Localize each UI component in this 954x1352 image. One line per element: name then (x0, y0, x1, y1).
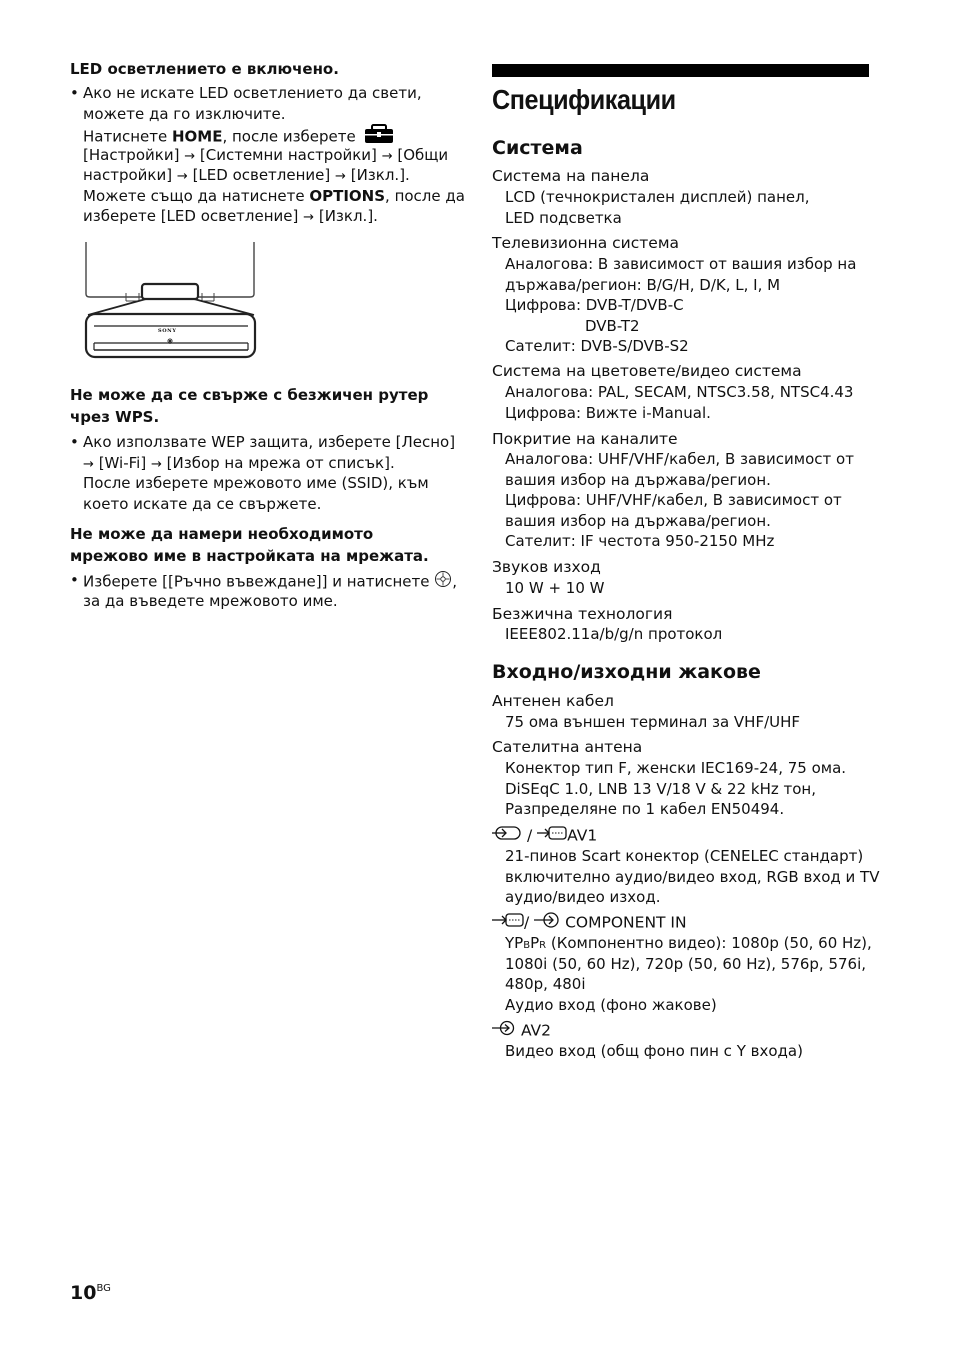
component-text: COMPONENT IN (565, 913, 687, 932)
led-line-2: можете да го изключите. (83, 104, 286, 123)
tv-system-value-1: Аналогова: В зависимост от вашия избор на (505, 255, 857, 273)
antenna-label: Антенен кабел (492, 692, 614, 710)
menu-off: [Изкл.]. (350, 166, 410, 184)
coverage-value-5: Сателит: IF честота 950-2150 MHz (505, 532, 775, 550)
panel-value-1: LCD (течнокристален дисплей) панел, (505, 188, 810, 206)
led-line-6-post: , после да (385, 186, 465, 205)
tv-system-value (505, 254, 856, 357)
av2-value (505, 1041, 803, 1062)
pr-signal-sub: R (539, 940, 547, 951)
av1-value-3: аудио/видео изход. (505, 888, 661, 906)
led-line-6 (83, 186, 465, 207)
page-number (70, 1282, 111, 1304)
av2-value-1: Видео вход (общ фоно пин с Y входа) (505, 1042, 803, 1060)
wps-heading (70, 385, 450, 428)
led-line-6-pre: Можете също да натиснете (83, 186, 310, 205)
menu-general: [Общи (397, 145, 449, 164)
netname-heading (70, 524, 450, 567)
arrow-icon: → (381, 148, 393, 164)
menu-system-settings: [Системни настройки] (199, 145, 377, 164)
led-line-7 (83, 206, 455, 227)
color-system-value (505, 382, 853, 423)
bullet-dot: • (70, 84, 79, 102)
menu-led: [LED осветление] (192, 166, 331, 184)
scart-output-icon (537, 825, 567, 847)
menu-settings: [Настройки] (83, 145, 180, 164)
bullet-dot: • (70, 571, 79, 589)
antenna-value (505, 712, 800, 733)
arrow-icon: → (176, 169, 188, 184)
coverage-value-3: Цифрова: UHF/VHF/кабел, В зависимост от (505, 491, 842, 509)
panel-label: Система на панела (492, 167, 650, 185)
tv-system-value-5: Сателит: DVB-S/DVB-S2 (505, 337, 689, 355)
component-label (492, 912, 687, 934)
home-key: HOME (171, 127, 223, 146)
color-system-value-2: Цифрова: Вижте i-Manual. (505, 403, 711, 422)
led-line-3-pre: Натиснете (83, 127, 172, 146)
led-line-5 (83, 165, 455, 186)
tv-system-value-3: Цифрова: DVB-T/DVB-C (505, 296, 684, 314)
arrow-icon: → (83, 456, 94, 472)
system-heading: Система (492, 137, 583, 159)
page-number-value: 10 (70, 1282, 97, 1304)
netname-line-1-text: Изберете [[Ръчно въвеждане]] и натиснете (83, 572, 430, 591)
component-value-2: 1080i (50, 60 Hz), 720p (50, 60 Hz), 576p, 576i, (505, 954, 867, 973)
netname-line-1 (83, 570, 458, 591)
component-value (505, 933, 872, 1015)
page-language: BG (96, 1283, 111, 1294)
enter-button-icon (434, 570, 452, 594)
wireless-value-1: IEEE802.11a/b/g/n протокол (505, 625, 723, 643)
satellite-value-2: DiSEqC 1.0, LNB 13 V/18 V & 22 kHz тон, (505, 779, 816, 798)
bullet-dot: • (70, 433, 79, 451)
led-line-4 (83, 145, 455, 166)
wps-line-2 (83, 453, 455, 474)
coverage-value-2: вашия избор на държава/регион. (505, 470, 771, 489)
led-heading: LED осветлението е включено. (70, 60, 339, 78)
av1-value (505, 846, 879, 908)
component-separator: / (524, 913, 530, 932)
coverage-value-1: Аналогова: UHF/VHF/кабел, В зависимост от (505, 450, 854, 468)
arrow-icon: → (184, 148, 196, 164)
av2-label (492, 1020, 551, 1042)
av1-value-2: включително аудио/видео вход, RGB вход и TV (505, 867, 880, 886)
options-key: OPTIONS (309, 186, 386, 205)
coverage-label: Покритие на каналите (492, 430, 678, 448)
led-line-3-post: , после изберете (222, 127, 356, 146)
component-value-4: Аудио вход (фоно жакове) (505, 995, 717, 1014)
satellite-value-3: Разпределяне по 1 кабел EN50494. (505, 800, 785, 818)
y-signal: Y (505, 934, 515, 952)
led-line-1: Ако не искате LED осветлението да свети, (83, 84, 422, 102)
coverage-value-4: вашия избор на държава/регион. (505, 511, 771, 530)
color-system-value-1: Аналогова: PAL, SECAM, NTSC3.58, NTSC4.43 (505, 383, 854, 401)
color-system-label: Система на цветовете/видео система (492, 362, 802, 380)
satellite-value (505, 758, 846, 820)
wireless-label: Безжична технология (492, 605, 673, 623)
sound-value (505, 578, 604, 599)
menu-network-list: [Избор на мрежа от списък]. (166, 453, 395, 472)
satellite-label: Сателитна антена (492, 738, 643, 756)
wps-line-4: което искате да се свържете. (83, 494, 322, 513)
netname-line-2: за да въведете мрежовото име. (83, 591, 338, 610)
page-title: Спецификации (492, 84, 676, 115)
av1-value-1: 21-пинов Scart конектор (CENELEC стандарт) (505, 847, 864, 865)
wps-line-1: Ако използвате WEP защита, изберете [Лесно] (83, 433, 456, 451)
component-value-1 (505, 933, 872, 954)
led-line-7-a: изберете [LED осветление] (83, 207, 299, 225)
section-bar (492, 64, 869, 77)
audio-input-icon (534, 912, 560, 934)
wps-heading-line-1: Не може да се свърже с безжичен рутер (70, 386, 429, 404)
component-value-1-rest: (Компонентно видео): 1080p (50, 60 Hz), (546, 934, 872, 952)
led-line-7-b: [Изкл.]. (318, 207, 378, 225)
pb-signal-sub: B (523, 940, 531, 951)
tv-system-value-2: държава/регион: B/G/H, D/K, L, I, M (505, 275, 781, 294)
arrow-icon: → (303, 210, 315, 225)
component-value-3: 480p, 480i (505, 975, 586, 993)
netname-heading-line-1: Не може да намери необходимото (70, 525, 374, 543)
av1-text: AV1 (567, 826, 598, 845)
antenna-value-1: 75 ома външен терминал за VHF/UHF (505, 713, 801, 731)
coverage-value (505, 449, 854, 552)
video-input-icon (492, 1020, 516, 1042)
panel-value (505, 187, 809, 228)
tv-system-value-4: DVB-T2 (585, 316, 640, 335)
wps-heading-line-2: чрез WPS. (70, 407, 160, 426)
av2-text: AV2 (520, 1021, 552, 1040)
satellite-value-1: Конектор тип F, женски IEC169-24, 75 ома. (505, 759, 847, 777)
sound-value-1: 10 W + 10 W (505, 579, 605, 597)
wireless-value (505, 624, 722, 645)
tv-system-label: Телевизионна система (492, 234, 680, 252)
menu-general-cont: настройки] (83, 166, 173, 184)
scart-inout-icon (492, 825, 522, 847)
av1-separator: / (526, 826, 533, 845)
tv-led-illustration (84, 242, 259, 360)
component-input-icon (492, 912, 524, 934)
led-line-3 (83, 124, 455, 145)
sound-label: Звуков изход (492, 558, 601, 576)
pb-signal-p: P (514, 934, 524, 952)
io-heading: Входно/изходни жакове (492, 661, 761, 683)
av1-label (492, 825, 597, 847)
menu-wifi: [Wi-Fi] (98, 453, 147, 472)
netname-heading-line-2: мрежово име в настройката на мрежата. (70, 546, 429, 565)
panel-value-2: LED подсветка (505, 208, 622, 227)
sony-logo: SONY (158, 328, 177, 334)
pr-signal-p: P (530, 934, 540, 952)
arrow-icon: → (335, 169, 346, 184)
arrow-icon: → (150, 456, 162, 472)
netname-line-1-end: , (452, 572, 458, 591)
wps-line-3: После изберете мрежовото име (SSID), към (83, 474, 429, 492)
